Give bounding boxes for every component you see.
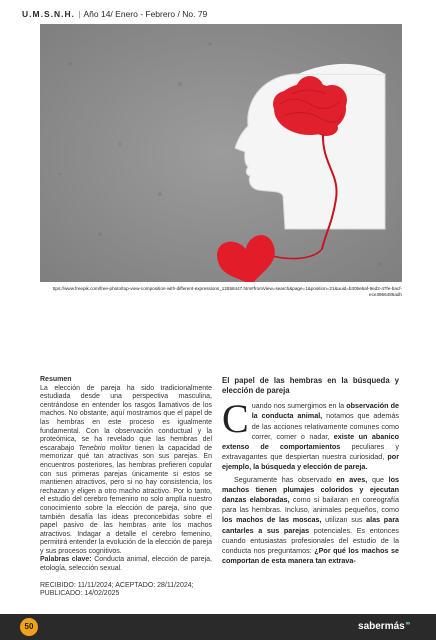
text-run: que <box>367 474 389 484</box>
article-body <box>222 376 399 566</box>
text-run: utilizan sus <box>321 515 367 525</box>
article-photo <box>40 24 402 282</box>
abstract-body-continued: tienen la capacidad de memorizar qué tan atractivas son sus parejas. En encuentros posteriores, las hembras prefieren copular con sus primeras parejas únicamente si estos se mantienen atractivos, pero si no hay consistencia, los rechazan y eligen a otro macho atractivo. Por lo tanto, el estudio del cerebro femenino no solo amplía nuestro conocimiento sobre la elección de pareja, sino que también desafía las ideas preconcebidas sobre el papel pasivo de las hembras ante los machos atractivos. Indagar a detalle el cerebro femenino, permitirá entender la evolución de la elección de pareja y sus procesos cognitivos. <box>40 444 212 555</box>
bold-run: observación de la conducta animal, <box>251 401 399 421</box>
issue-info: Año 14/ Enero - Febrero / No. 79 <box>83 9 208 19</box>
keywords-label: Palabras clave: <box>40 556 92 564</box>
drop-cap: C <box>222 396 249 442</box>
abstract-title: Resumen <box>40 376 72 383</box>
running-header <box>22 9 207 19</box>
brand-mark-icon: ∞ <box>405 621 410 627</box>
photo-caption: ttps://www.freepik.com/free-photo/top-view-composition-with-different-expressions_12558447.htm#fromView=search&page=1&position=21&uuid=b305e6af-9ed2-47fe-bacf-ece3966486adh <box>52 286 402 297</box>
bold-run: los machos tienen plumajes coloridos y ejecutan danzas elaboradas, <box>222 474 399 505</box>
header-separator: | <box>78 9 81 19</box>
text-run: potenciales. Es entonces cuando entusiastas profesionales del estudio de la conducta nos preguntamos: <box>222 525 399 556</box>
bold-run: alas para cantarles a sus parejas <box>222 515 399 535</box>
section-title: El papel de las hembras en la búsqueda y elección de pareja <box>222 376 399 395</box>
paragraph-2 <box>222 475 399 567</box>
page-footer <box>0 614 436 640</box>
bold-run: existe un abanico extenso de comportamientos <box>222 431 399 451</box>
journal-name: U.M.S.N.H. <box>22 9 75 19</box>
abstract <box>40 376 212 599</box>
bold-run: en aves, <box>336 474 368 484</box>
text-run: notamos que además de las acciones relativamente comunes como correr, comer o nadar, <box>251 411 399 441</box>
page-number: 50 <box>20 618 38 636</box>
keywords: Conducta animal, elección de pareja, etología, selección sexual. <box>40 556 212 573</box>
photo-illustration <box>40 24 402 282</box>
text-run: Seguramente has observado <box>234 474 337 484</box>
bold-run: los machos de las moscas, <box>222 515 322 525</box>
paragraph-1 <box>222 396 399 472</box>
species-name: Tenebrio molitor <box>78 444 131 452</box>
text-run: peculiares y extravagantes que despiertan nuestra curiosidad, <box>222 442 399 462</box>
bold-run: ¿Por qué los machos se comportan de esta manera tan extrava- <box>222 546 399 566</box>
text-run: como si bailaran en coreografía para las hembras. Incluso, animales pequeños, como <box>222 495 400 515</box>
publication-dates: RECIBIDO: 11/11/2024; ACEPTADO: 28/11/2024; PUBLICADO: 14/02/2025 <box>40 581 194 598</box>
bold-run: por ejemplo, la búsqueda y elección de pareja. <box>222 452 399 472</box>
abstract-body: La elección de pareja ha sido tradicionalmente estudiada desde una perspectiva masculina, centrándose en entender los rasgos llamativos de los machos. No obstante, aquí mostramos que el papel de las hembras en este proceso es igualmente fundamental. Con la observación conductual y la proteómica, se ha revelado que las hembras del escarabajo <box>40 384 212 452</box>
text-run: uando nos sumergimos en la <box>251 401 347 411</box>
brand-logo <box>358 621 410 632</box>
brand-name: sabermás <box>358 621 405 632</box>
